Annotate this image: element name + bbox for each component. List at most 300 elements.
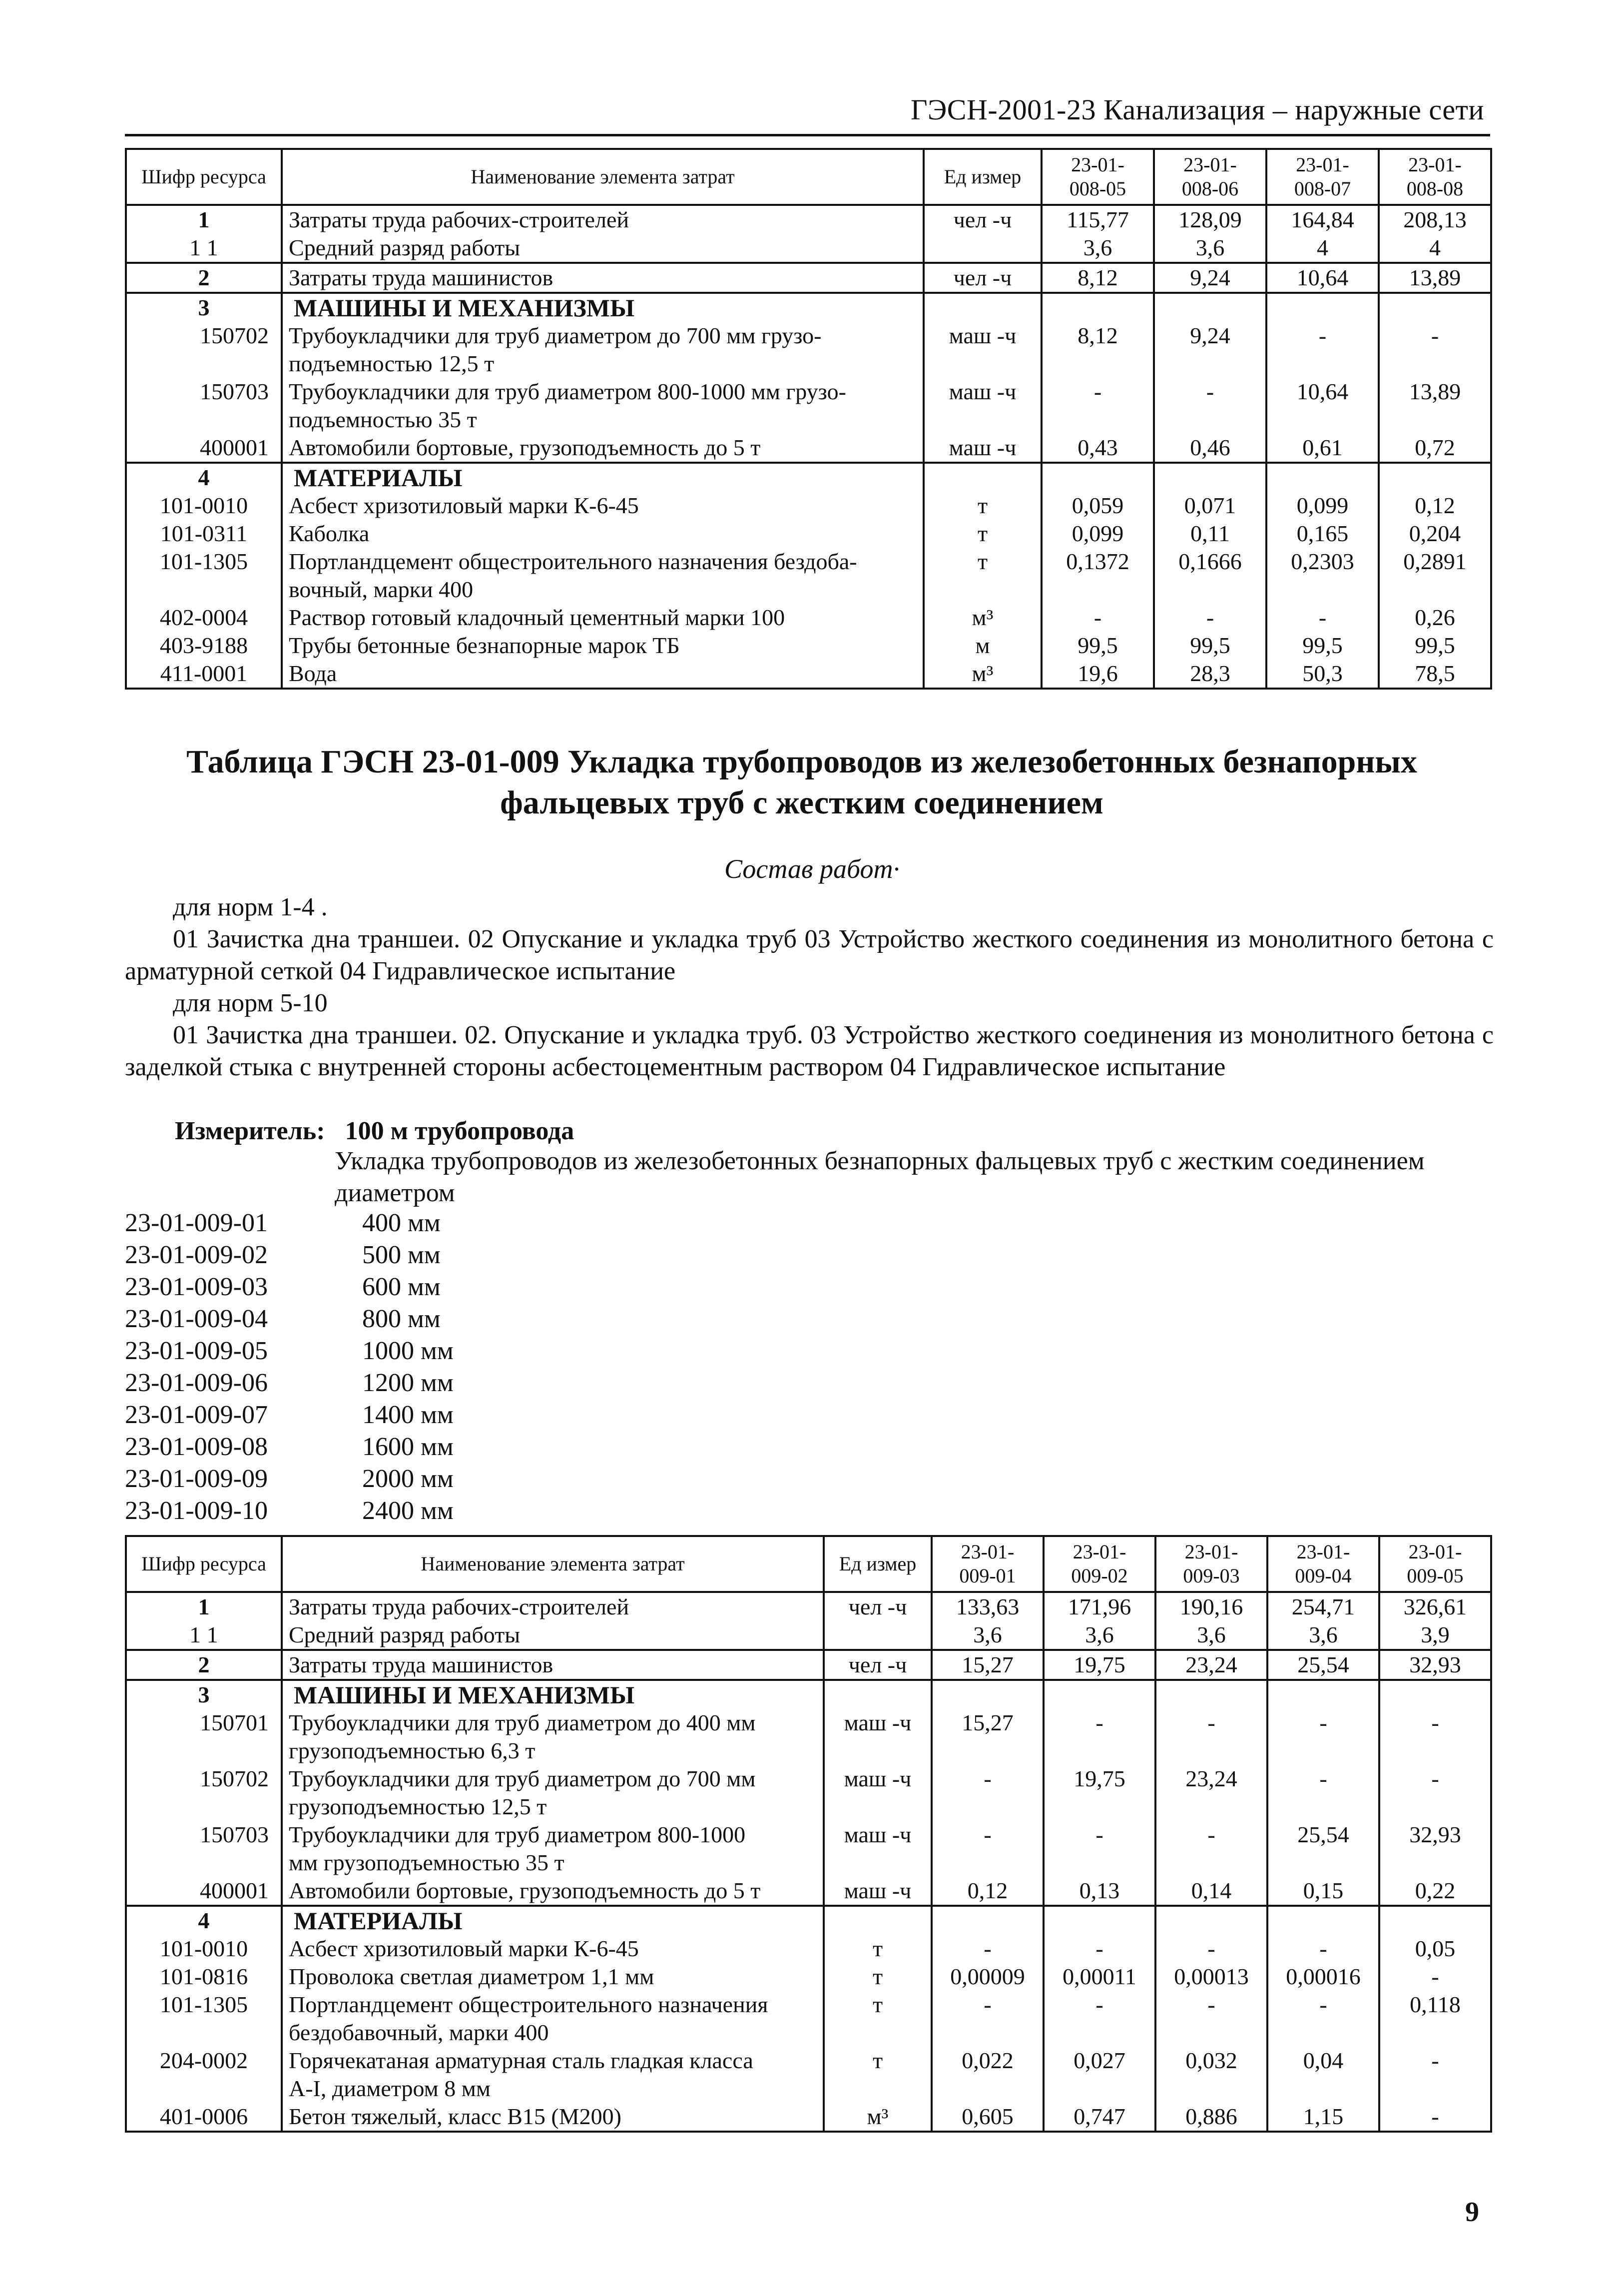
- norm-diameter: 800 мм: [362, 1305, 441, 1333]
- norm-value: [1379, 1680, 1491, 1709]
- norm-value: [1267, 1680, 1379, 1709]
- norm-value: 3,9: [1379, 1621, 1491, 1650]
- table-row: [126, 548, 1491, 604]
- table-row: [126, 1650, 1491, 1680]
- norm-value: 0,1372: [1042, 548, 1154, 604]
- cost-element-name: Трубы бетонные безнапорные марок ТБ: [282, 632, 924, 660]
- norm-value: 25,54: [1267, 1821, 1379, 1877]
- norm-value: 99,5: [1042, 632, 1154, 660]
- unit-of-measure: маш -ч: [924, 434, 1042, 463]
- table-header-row: [126, 1536, 1491, 1592]
- norm-value: -: [932, 1821, 1044, 1877]
- cost-element-name: Асбест хризотиловый марки К-6-45: [282, 1935, 824, 1963]
- norm-list-item: [125, 1432, 454, 1464]
- cost-element-name: Средний разряд работы: [282, 1621, 824, 1650]
- resource-code: 2: [126, 1650, 282, 1680]
- norm-code: 23-01-009-01: [125, 1209, 268, 1237]
- norm-value: 23,24: [1155, 1650, 1267, 1680]
- norm-value: 99,5: [1379, 632, 1491, 660]
- norm-value: [1044, 1906, 1155, 1935]
- norm-value: 0,00016: [1267, 1963, 1379, 1991]
- norm-value: [1379, 1906, 1491, 1935]
- norm-value: -: [1379, 2103, 1491, 2132]
- norm-value: 19,6: [1042, 660, 1154, 689]
- norm-value: 99,5: [1266, 632, 1379, 660]
- norm-value: 0,04: [1267, 2047, 1379, 2103]
- norm-value: 0,00013: [1155, 1963, 1267, 1991]
- norm-list-item: [125, 1368, 454, 1400]
- norm-value: 32,93: [1379, 1650, 1491, 1680]
- unit-of-measure: маш -ч: [924, 378, 1042, 434]
- norm-value: 0,13: [1044, 1877, 1155, 1906]
- norm-value: 3,6: [1154, 234, 1266, 263]
- table-row: [126, 234, 1491, 263]
- norm-value: 99,5: [1154, 632, 1266, 660]
- norm-value: [1154, 463, 1266, 492]
- table-row: [126, 492, 1491, 520]
- page-number: 9: [1465, 2197, 1479, 2228]
- norm-value: 25,54: [1267, 1650, 1379, 1680]
- norm-value: 0,1666: [1154, 548, 1266, 604]
- resource-code: 101-1305: [126, 548, 282, 604]
- norm-value: [1379, 463, 1491, 492]
- norm-value: -: [1267, 1765, 1379, 1821]
- norm-value: -: [1044, 1991, 1155, 2047]
- norm-value: [1155, 1680, 1267, 1709]
- cost-element-name: Горячекатаная арматурная сталь гладкая класса А-I, диаметром 8 мм: [282, 2047, 824, 2103]
- norm-value: 0,61: [1266, 434, 1379, 463]
- norm-value: 326,61: [1379, 1592, 1491, 1621]
- norm-value: 0,747: [1044, 2103, 1155, 2132]
- unit-of-measure: чел -ч: [924, 263, 1042, 293]
- table-row: [126, 1991, 1491, 2047]
- resource-code: 150702: [126, 322, 282, 378]
- column-header-norm: 23-01- 009-01: [932, 1536, 1044, 1592]
- norm-diameter: 1400 мм: [362, 1401, 454, 1429]
- norm-value: 0,22: [1379, 1877, 1491, 1906]
- norm-value: -: [1266, 604, 1379, 632]
- table-row: [126, 378, 1491, 434]
- norm-value: 0,2303: [1266, 548, 1379, 604]
- norms-5-10-label: для норм 5-10: [173, 989, 328, 1017]
- norm-diameter: 600 мм: [362, 1273, 441, 1301]
- norm-value: -: [932, 1935, 1044, 1963]
- norm-list-item: [125, 1240, 454, 1272]
- unit-of-measure: чел -ч: [824, 1592, 932, 1621]
- norm-value: [1267, 1906, 1379, 1935]
- norm-value: 171,96: [1044, 1592, 1155, 1621]
- norm-list-item: [125, 1336, 454, 1368]
- column-header-name: Наименование элемента затрат: [282, 149, 924, 205]
- cost-element-name: Затраты труда рабочих-строителей: [282, 205, 924, 234]
- norm-code: 23-01-009-06: [125, 1369, 268, 1397]
- norm-value: 32,93: [1379, 1821, 1491, 1877]
- norm-value: -: [1266, 322, 1379, 378]
- cost-table-23-01-009: [125, 1535, 1492, 2133]
- unit-of-measure: т: [824, 2047, 932, 2103]
- norms-1-4-label: для норм 1-4 .: [173, 893, 328, 921]
- column-header-norm: 23-01- 008-05: [1042, 149, 1154, 205]
- norm-value: 23,24: [1155, 1765, 1267, 1821]
- resource-code: 1: [126, 205, 282, 234]
- norm-value: 0,059: [1042, 492, 1154, 520]
- norm-value: [1044, 1680, 1155, 1709]
- unit-of-measure: [824, 1906, 932, 1935]
- norm-value: 0,05: [1379, 1935, 1491, 1963]
- unit-of-measure: т: [824, 1963, 932, 1991]
- cost-element-name: МАШИНЫ И МЕХАНИЗМЫ: [282, 293, 924, 322]
- resource-code: 3: [126, 1680, 282, 1709]
- unit-of-measure: [824, 1621, 932, 1650]
- resource-code: 4: [126, 463, 282, 492]
- norm-value: 0,032: [1155, 2047, 1267, 2103]
- cost-element-name: Трубоукладчики для труб диаметром до 700 мм грузо- подъемностью 12,5 т: [282, 322, 924, 378]
- norms-5-10-work-text: 01 Зачистка дна траншеи. 02. Опускание и укладка труб. 03 Устройство жесткого соединения из монолитного бетона с заделкой стыка с внутренней стороны асбестоцементным раствором 04 Гидравлическое испытание: [125, 1021, 1494, 1081]
- resource-code: 1 1: [126, 1621, 282, 1650]
- cost-element-name: Вода: [282, 660, 924, 689]
- cost-element-name: Затраты труда рабочих-строителей: [282, 1592, 824, 1621]
- table-row: [126, 1765, 1491, 1821]
- norm-value: -: [932, 1765, 1044, 1821]
- resource-code: 150702: [126, 1765, 282, 1821]
- table-row: [126, 434, 1491, 463]
- unit-of-measure: м³: [824, 2103, 932, 2132]
- unit-of-measure: [924, 234, 1042, 263]
- table-row: [126, 2047, 1491, 2103]
- cost-element-name: Затраты труда машинистов: [282, 263, 924, 293]
- resource-code: 401-0006: [126, 2103, 282, 2132]
- work-composition-heading: Состав работ·: [724, 854, 900, 884]
- table-row: [126, 322, 1491, 378]
- measurement-label: Измеритель:: [175, 1117, 325, 1145]
- norm-value: [1042, 293, 1154, 322]
- norm-value: 0,46: [1154, 434, 1266, 463]
- cost-element-name: Раствор готовый кладочный цементный марки 100: [282, 604, 924, 632]
- table-row: [126, 1680, 1491, 1709]
- norm-value: 164,84: [1266, 205, 1379, 234]
- norm-code: 23-01-009-10: [125, 1497, 268, 1525]
- norm-value: [1266, 463, 1379, 492]
- cost-element-name: Трубоукладчики для труб диаметром до 700 мм грузоподъемностью 12,5 т: [282, 1765, 824, 1821]
- column-header-norm: 23-01- 009-05: [1379, 1536, 1491, 1592]
- column-header-unit: Ед измер: [924, 149, 1042, 205]
- table-row: [126, 632, 1491, 660]
- norm-value: 0,605: [932, 2103, 1044, 2132]
- unit-of-measure: т: [924, 520, 1042, 548]
- norm-value: 4: [1266, 234, 1379, 263]
- cost-element-name: МАТЕРИАЛЫ: [282, 1906, 824, 1935]
- unit-of-measure: маш -ч: [824, 1877, 932, 1906]
- norm-value: 3,6: [932, 1621, 1044, 1650]
- norm-value: 15,27: [932, 1709, 1044, 1765]
- norm-value: 10,64: [1266, 263, 1379, 293]
- unit-of-measure: маш -ч: [824, 1821, 932, 1877]
- resource-code: 101-0311: [126, 520, 282, 548]
- table-row: [126, 1592, 1491, 1621]
- norm-value: [1379, 293, 1491, 322]
- column-header-code: Шифр ресурса: [126, 149, 282, 205]
- resource-code: 101-0010: [126, 492, 282, 520]
- cost-element-name: Трубоукладчики для труб диаметром до 400 мм грузоподъемностью 6,3 т: [282, 1709, 824, 1765]
- resource-code: 150703: [126, 378, 282, 434]
- column-header-name: Наименование элемента затрат: [282, 1536, 824, 1592]
- resource-code: 400001: [126, 434, 282, 463]
- norm-code: 23-01-009-05: [125, 1337, 268, 1365]
- resource-code: 4: [126, 1906, 282, 1935]
- norm-diameter: 1600 мм: [362, 1433, 454, 1461]
- unit-of-measure: м³: [924, 604, 1042, 632]
- norm-value: 8,12: [1042, 263, 1154, 293]
- cost-element-name: Затраты труда машинистов: [282, 1650, 824, 1680]
- table-row: [126, 1877, 1491, 1906]
- norm-diameter: 2400 мм: [362, 1497, 454, 1525]
- norm-diameter: 1200 мм: [362, 1369, 454, 1397]
- norm-value: 0,204: [1379, 520, 1491, 548]
- norm-value: -: [1042, 378, 1154, 434]
- norm-value: -: [1044, 1935, 1155, 1963]
- cost-element-name: Трубоукладчики для труб диаметром 800-1000 мм грузоподъемностью 35 т: [282, 1821, 824, 1877]
- column-header-norm: 23-01- 008-08: [1379, 149, 1491, 205]
- norm-value: 0,26: [1379, 604, 1491, 632]
- norm-value: -: [1154, 604, 1266, 632]
- norm-code: 23-01-009-09: [125, 1465, 268, 1493]
- norm-value: -: [1155, 1991, 1267, 2047]
- norm-value: 0,12: [1379, 492, 1491, 520]
- norm-list-item: [125, 1208, 454, 1240]
- table-row: [126, 1709, 1491, 1765]
- resource-code: 1: [126, 1592, 282, 1621]
- norm-code: 23-01-009-08: [125, 1433, 268, 1461]
- norms-1-4-work-text: 01 Зачистка дна траншеи. 02 Опускание и укладка труб 03 Устройство жесткого соединения из монолитного бетона с арматурной сеткой 04 Гидравлическое испытание: [125, 925, 1494, 985]
- norm-list-item: [125, 1496, 454, 1528]
- norm-code: 23-01-009-03: [125, 1273, 268, 1301]
- norm-value: 0,12: [932, 1877, 1044, 1906]
- cost-element-name: МАТЕРИАЛЫ: [282, 463, 924, 492]
- table-row: [126, 2103, 1491, 2132]
- table-row: [126, 205, 1491, 234]
- norm-value: 0,43: [1042, 434, 1154, 463]
- unit-of-measure: маш -ч: [824, 1709, 932, 1765]
- resource-code: 3: [126, 293, 282, 322]
- measurement-unit: [175, 1116, 574, 1146]
- norm-value: [932, 1906, 1044, 1935]
- norm-value: 78,5: [1379, 660, 1491, 689]
- norm-value: -: [1155, 1821, 1267, 1877]
- norm-diameter: 2000 мм: [362, 1465, 454, 1493]
- norm-value: 0,72: [1379, 434, 1491, 463]
- norm-value: 19,75: [1044, 1765, 1155, 1821]
- cost-element-name: Асбест хризотиловый марки К-6-45: [282, 492, 924, 520]
- norm-value: 0,00011: [1044, 1963, 1155, 1991]
- table-row: [126, 293, 1491, 322]
- unit-of-measure: чел -ч: [924, 205, 1042, 234]
- norm-value: 3,6: [1042, 234, 1154, 263]
- norm-value: -: [1044, 1821, 1155, 1877]
- norm-value: 0,15: [1267, 1877, 1379, 1906]
- resource-code: 411-0001: [126, 660, 282, 689]
- unit-of-measure: [924, 463, 1042, 492]
- norm-value: 1,15: [1267, 2103, 1379, 2132]
- norm-value: -: [932, 1991, 1044, 2047]
- norm-value: 254,71: [1267, 1592, 1379, 1621]
- cost-table-23-01-008: [125, 148, 1492, 690]
- resource-code: 150701: [126, 1709, 282, 1765]
- norm-value: -: [1379, 1765, 1491, 1821]
- resource-code: 101-1305: [126, 1991, 282, 2047]
- norm-code: 23-01-009-07: [125, 1401, 268, 1429]
- table-title: Таблица ГЭСН 23-01-009 Укладка трубопроводов из железобетонных безнапорных фальцевых труб с жестким соединением: [186, 744, 1417, 821]
- norm-value: -: [1042, 604, 1154, 632]
- column-header-unit: Ед измер: [824, 1536, 932, 1592]
- unit-of-measure: т: [824, 1935, 932, 1963]
- norm-value: 3,6: [1267, 1621, 1379, 1650]
- norm-list-item: [125, 1304, 454, 1336]
- norm-value: 13,89: [1379, 263, 1491, 293]
- resource-code: 2: [126, 263, 282, 293]
- norm-value: -: [1155, 1935, 1267, 1963]
- norm-list-item: [125, 1400, 454, 1432]
- column-header-norm: 23-01- 008-06: [1154, 149, 1266, 205]
- norm-value: -: [1044, 1709, 1155, 1765]
- table-row: [126, 660, 1491, 689]
- table-header-row: [126, 149, 1491, 205]
- column-header-norm: 23-01- 009-03: [1155, 1536, 1267, 1592]
- table-row: [126, 604, 1491, 632]
- cost-element-name: Трубоукладчики для труб диаметром 800-1000 мм грузо- подъемностью 35 т: [282, 378, 924, 434]
- norm-value: 208,13: [1379, 205, 1491, 234]
- measurement-value: 100 м трубопровода: [345, 1117, 574, 1145]
- unit-of-measure: [924, 293, 1042, 322]
- table-row: [126, 463, 1491, 492]
- norm-value: 3,6: [1044, 1621, 1155, 1650]
- norm-value: 3,6: [1155, 1621, 1267, 1650]
- resource-code: 150703: [126, 1821, 282, 1877]
- norm-code: 23-01-009-02: [125, 1241, 268, 1269]
- column-header-norm: 23-01- 009-02: [1044, 1536, 1155, 1592]
- norm-value: 9,24: [1154, 263, 1266, 293]
- norm-value: -: [1267, 1935, 1379, 1963]
- unit-of-measure: т: [924, 548, 1042, 604]
- norm-value: 28,3: [1154, 660, 1266, 689]
- cost-element-name: Средний разряд работы: [282, 234, 924, 263]
- norm-value: 50,3: [1266, 660, 1379, 689]
- cost-element-name: Портландцемент общестроительного назначения бездобавочный, марки 400: [282, 1991, 824, 2047]
- norm-value: [932, 1680, 1044, 1709]
- norm-value: 0,027: [1044, 2047, 1155, 2103]
- norm-list: [125, 1208, 454, 1528]
- norm-value: -: [1154, 378, 1266, 434]
- norm-value: -: [1267, 1709, 1379, 1765]
- norm-value: 133,63: [932, 1592, 1044, 1621]
- resource-code: 402-0004: [126, 604, 282, 632]
- resource-code: 204-0002: [126, 2047, 282, 2103]
- unit-of-measure: т: [924, 492, 1042, 520]
- table-row: [126, 1821, 1491, 1877]
- norm-value: 19,75: [1044, 1650, 1155, 1680]
- unit-of-measure: маш -ч: [824, 1765, 932, 1821]
- unit-of-measure: м: [924, 632, 1042, 660]
- norm-value: 0,14: [1155, 1877, 1267, 1906]
- norm-value: 15,27: [932, 1650, 1044, 1680]
- norm-value: -: [1155, 1709, 1267, 1765]
- norm-value: -: [1379, 2047, 1491, 2103]
- resource-code: 101-0010: [126, 1935, 282, 1963]
- cost-element-name: Автомобили бортовые, грузоподъемность до 5 т: [282, 1877, 824, 1906]
- norm-value: [1155, 1906, 1267, 1935]
- norm-subtitle: Укладка трубопроводов из железобетонных безнапорных фальцевых труб с жестким соединением диаметром: [335, 1147, 1425, 1207]
- norm-value: 0,00009: [932, 1963, 1044, 1991]
- column-header-code: Шифр ресурса: [126, 1536, 282, 1592]
- norm-diameter: 1000 мм: [362, 1337, 454, 1365]
- norm-value: 0,071: [1154, 492, 1266, 520]
- norm-value: 0,118: [1379, 1991, 1491, 2047]
- table-row: [126, 1963, 1491, 1991]
- unit-of-measure: т: [824, 1991, 932, 2047]
- norm-value: 13,89: [1379, 378, 1491, 434]
- norm-code: 23-01-009-04: [125, 1305, 268, 1333]
- unit-of-measure: [824, 1680, 932, 1709]
- unit-of-measure: маш -ч: [924, 322, 1042, 378]
- norm-value: 8,12: [1042, 322, 1154, 378]
- norm-value: 4: [1379, 234, 1491, 263]
- norm-value: 0,2891: [1379, 548, 1491, 604]
- cost-element-name: Каболка: [282, 520, 924, 548]
- table-row: [126, 520, 1491, 548]
- cost-element-name: Бетон тяжелый, класс В15 (М200): [282, 2103, 824, 2132]
- resource-code: 403-9188: [126, 632, 282, 660]
- norm-value: [1042, 463, 1154, 492]
- cost-element-name: Проволока светлая диаметром 1,1 мм: [282, 1963, 824, 1991]
- norm-diameter: 400 мм: [362, 1209, 441, 1237]
- resource-code: 101-0816: [126, 1963, 282, 1991]
- norm-value: 115,77: [1042, 205, 1154, 234]
- norm-value: 128,09: [1154, 205, 1266, 234]
- norm-value: 10,64: [1266, 378, 1379, 434]
- norm-value: 0,886: [1155, 2103, 1267, 2132]
- norm-value: 9,24: [1154, 322, 1266, 378]
- table-row: [126, 1621, 1491, 1650]
- column-header-norm: 23-01- 008-07: [1266, 149, 1379, 205]
- table-row: [126, 1935, 1491, 1963]
- unit-of-measure: м³: [924, 660, 1042, 689]
- norm-value: -: [1379, 1709, 1491, 1765]
- norm-value: -: [1379, 322, 1491, 378]
- cost-element-name: Автомобили бортовые, грузоподъемность до 5 т: [282, 434, 924, 463]
- table-row: [126, 263, 1491, 293]
- cost-element-name: МАШИНЫ И МЕХАНИЗМЫ: [282, 1680, 824, 1709]
- norm-value: 0,022: [932, 2047, 1044, 2103]
- resource-code: 1 1: [126, 234, 282, 263]
- running-header: ГЭСН-2001-23 Канализация – наружные сети: [910, 93, 1484, 126]
- norm-value: -: [1379, 1963, 1491, 1991]
- norm-value: 190,16: [1155, 1592, 1267, 1621]
- unit-of-measure: чел -ч: [824, 1650, 932, 1680]
- norm-value: [1154, 293, 1266, 322]
- norm-value: 0,099: [1266, 492, 1379, 520]
- header-rule: [125, 134, 1490, 136]
- norm-value: 0,11: [1154, 520, 1266, 548]
- resource-code: 400001: [126, 1877, 282, 1906]
- norm-value: [1266, 293, 1379, 322]
- cost-element-name: Портландцемент общестроительного назначения бездоба- вочный, марки 400: [282, 548, 924, 604]
- norm-list-item: [125, 1464, 454, 1496]
- norm-list-item: [125, 1272, 454, 1304]
- norm-diameter: 500 мм: [362, 1241, 441, 1269]
- table-row: [126, 1906, 1491, 1935]
- norm-value: 0,165: [1266, 520, 1379, 548]
- norm-value: -: [1267, 1991, 1379, 2047]
- norm-value: 0,099: [1042, 520, 1154, 548]
